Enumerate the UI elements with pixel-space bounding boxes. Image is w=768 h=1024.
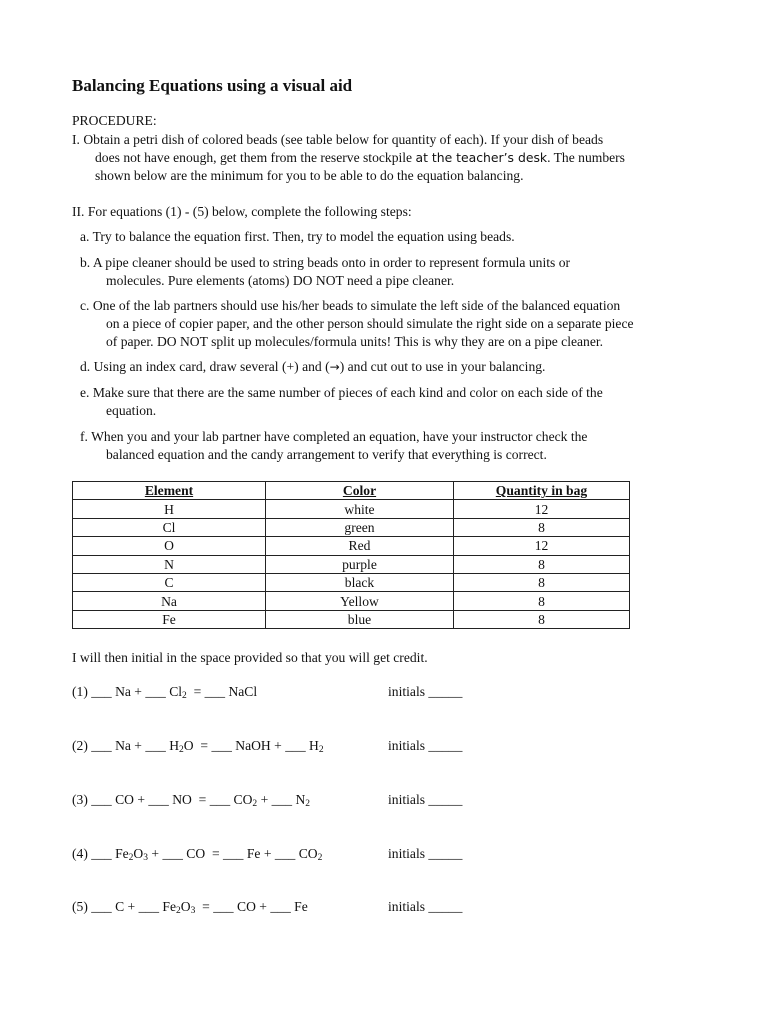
table-cell: H (73, 500, 266, 518)
equation-term: Fe (294, 899, 308, 914)
equation-2 (72, 737, 324, 754)
table-cell: C (73, 573, 266, 591)
answer-blank[interactable]: ___ (209, 792, 231, 807)
answer-blank[interactable]: ___ (213, 899, 234, 914)
equation-term: CO + (115, 792, 146, 807)
table-cell: 8 (454, 592, 630, 610)
equation-5 (72, 898, 308, 915)
answer-blank[interactable]: ___ (91, 792, 112, 807)
equation-number: (2) (72, 738, 88, 753)
table-cell: 8 (454, 518, 630, 536)
table-cell: 8 (454, 610, 630, 628)
table-cell: 8 (454, 573, 630, 591)
answer-blank[interactable]: ___ (271, 792, 293, 807)
equation-term: Na + (115, 684, 142, 699)
equation-4 (72, 845, 322, 862)
initials-field[interactable]: initials _____ (388, 846, 463, 861)
equation-term: $CO_2$ (298, 846, 323, 863)
equation-term: CO (186, 846, 206, 861)
answer-blank[interactable]: ___ (162, 846, 183, 861)
table-row (73, 555, 630, 573)
table-cell: Yellow (266, 592, 454, 610)
equation-term: $H_2$ (309, 738, 324, 755)
equation-3 (72, 791, 310, 808)
table-cell: white (266, 500, 454, 518)
equation-1 (72, 683, 257, 700)
step-d (80, 358, 545, 376)
step-b-line-2: molecules. Pure elements (atoms) DO NOT need a pipe cleaner. (106, 273, 455, 288)
equation-term: Fe + (246, 846, 272, 861)
answer-blank[interactable]: ___ (270, 899, 291, 914)
answer-blank[interactable]: ___ (211, 738, 232, 753)
table-row (73, 610, 630, 628)
arrow-icon: → (329, 360, 340, 374)
step-1-teacher-desk: at the teacher’s desk (415, 150, 548, 165)
equation-number: (1) (72, 684, 88, 699)
answer-blank[interactable]: ___ (223, 846, 244, 861)
table-cell: Fe (73, 610, 266, 628)
answer-blank[interactable]: ___ (91, 738, 112, 753)
answer-blank[interactable]: ___ (145, 684, 166, 699)
equals-sign: = (202, 899, 210, 914)
answer-blank[interactable]: ___ (145, 738, 166, 753)
table-header-row (73, 482, 630, 500)
equals-sign: = (198, 792, 207, 807)
equation-term: $CO_2$ + (233, 792, 269, 809)
equals-sign: = (193, 684, 202, 699)
step-1-text-a: does not have enough, get them from the reserve stockpile (95, 150, 416, 165)
equation-term: NaOH + (235, 738, 282, 753)
step-c-line-1: c. One of the lab partners should use his/her beads to simulate the left side of the balanced equation (80, 298, 621, 313)
beads-table (72, 481, 630, 629)
step-1-line-3: shown below are the minimum for you to be able to do the equation balancing. (95, 168, 524, 183)
equals-sign: = (200, 738, 209, 753)
table-cell: Red (266, 537, 454, 555)
table-cell: 8 (454, 555, 630, 573)
table-cell: Cl (73, 518, 266, 536)
table-header: Color (266, 482, 454, 500)
table-cell: Na (73, 592, 266, 610)
initials-field[interactable]: initials _____ (388, 899, 463, 914)
equation-term: $N_2$ (295, 792, 311, 809)
equation-number: (5) (72, 899, 88, 914)
answer-blank[interactable]: ___ (274, 846, 296, 861)
step-e-line-1: e. Make sure that there are the same number of pieces of each kind and color on each side of the (80, 385, 603, 400)
step-1-text-c: . The numbers (547, 150, 625, 165)
table-row (73, 500, 630, 518)
equation-term: $Fe_2O_3$ (162, 899, 196, 916)
table-row (73, 518, 630, 536)
step-c-line-2: on a piece of copier paper, and the other person should simulate the right side on a separate piece (106, 316, 634, 331)
equation-term: $Cl_2$ (169, 684, 187, 701)
table-cell: N (73, 555, 266, 573)
answer-blank[interactable]: ___ (91, 899, 112, 914)
answer-blank[interactable]: ___ (91, 684, 112, 699)
step-a: a. Try to balance the equation first. Then, try to model the equation using beads. (80, 229, 515, 244)
step-1-line-2 (95, 149, 625, 166)
equation-term: CO + (237, 899, 267, 914)
table-cell: green (266, 518, 454, 536)
initials-field[interactable]: initials _____ (388, 792, 463, 807)
table-cell: purple (266, 555, 454, 573)
equals-sign: = (211, 846, 220, 861)
step-f-line-2: balanced equation and the candy arrangement to verify that everything is correct. (106, 447, 547, 462)
equation-term: Na + (115, 738, 142, 753)
table-header: Element (73, 482, 266, 500)
table-cell: 12 (454, 537, 630, 555)
answer-blank[interactable]: ___ (138, 899, 159, 914)
initials-field[interactable]: initials _____ (388, 738, 463, 753)
table-row (73, 592, 630, 610)
step-2-heading: II. For equations (1) - (5) below, complete the following steps: (72, 204, 412, 219)
step-e-line-2: equation. (106, 403, 157, 418)
step-d-text-a: d. Using an index card, draw several (+) and ( (80, 359, 330, 374)
initial-note: I will then initial in the space provided so that you will get credit. (72, 650, 428, 665)
equation-term: NaCl (228, 684, 258, 699)
page-title: Balancing Equations using a visual aid (72, 76, 353, 95)
step-b-line-1: b. A pipe cleaner should be used to string beads onto in order to represent formula units or (80, 255, 571, 270)
answer-blank[interactable]: ___ (285, 738, 306, 753)
equation-number: (4) (72, 846, 88, 861)
table-row (73, 537, 630, 555)
equation-term: $H_2O$ (169, 738, 194, 755)
table-row (73, 573, 630, 591)
equation-term: C + (115, 899, 136, 914)
table-cell: O (73, 537, 266, 555)
step-c-line-3: of paper. DO NOT split up molecules/formula units! This is why they are on a pipe cleaner. (106, 334, 604, 349)
step-1-line-1: I. Obtain a petri dish of colored beads (see table below for quantity of each). If your dish of beads (72, 132, 604, 147)
procedure-heading: PROCEDURE: (72, 113, 157, 128)
equation-number: (3) (72, 792, 88, 807)
answer-blank[interactable]: ___ (91, 846, 112, 861)
initials-field[interactable]: initials _____ (388, 684, 463, 699)
table-header: Quantity in bag (454, 482, 630, 500)
step-d-text-b: ) and cut out to use in your balancing. (339, 359, 546, 374)
table-cell: 12 (454, 500, 630, 518)
table-cell: blue (266, 610, 454, 628)
answer-blank[interactable]: ___ (204, 684, 226, 699)
equation-term: NO (172, 792, 192, 807)
equation-term: $Fe_2O_3$ + (115, 846, 160, 863)
step-f-line-1: f. When you and your lab partner have completed an equation, have your instructor check the (80, 429, 588, 444)
table-cell: black (266, 573, 454, 591)
answer-blank[interactable]: ___ (148, 792, 169, 807)
